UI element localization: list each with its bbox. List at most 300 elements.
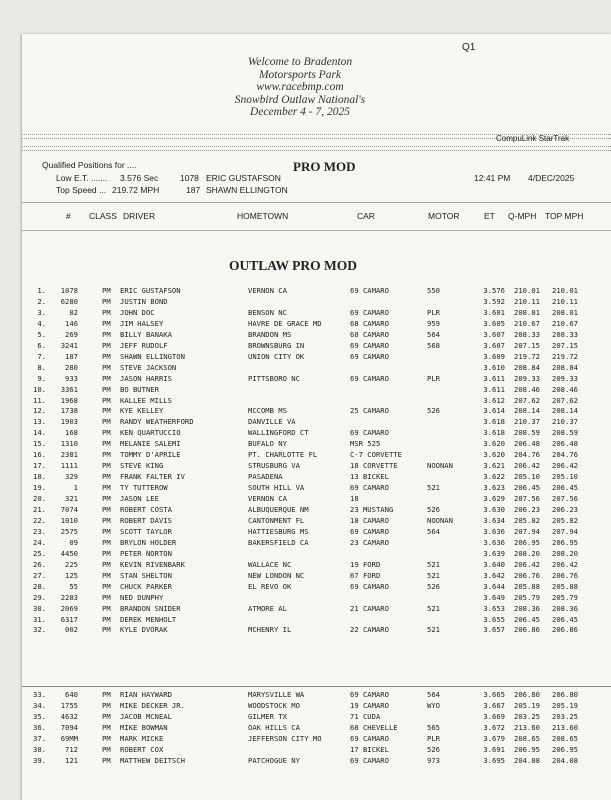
cell-position: 39. (33, 756, 46, 766)
cell-top-mph: 205.88 (552, 581, 578, 591)
event-line: Motorsports Park (258, 68, 342, 81)
cell-car-number: 69MM (60, 734, 78, 744)
cell-class: PM (102, 472, 111, 482)
cell-qualifying-mph: 219.72 (514, 351, 540, 361)
event-line: December 4 - 7, 2025 (250, 106, 350, 118)
cell-car: 69 CAMARO (350, 373, 389, 383)
cell-top-mph: 205.10 (552, 472, 578, 482)
cell-qualifying-mph: 206.23 (514, 505, 540, 514)
cell-car: 18 CORVETTE (350, 461, 398, 471)
cell-car-number: 146 (65, 318, 78, 328)
cell-qualifying-mph: 205.88 (514, 581, 540, 591)
cell-motor: 565 (427, 723, 440, 733)
cell-class: PM (102, 690, 111, 699)
cell-motor: 526 (427, 581, 440, 591)
cell-hometown: VERNON CA (248, 286, 287, 295)
cell-qualifying-mph: 206.42 (514, 461, 540, 471)
cell-position: 14. (33, 428, 46, 438)
cell-position: 29. (33, 592, 46, 602)
cell-driver: MIKE BOWMAN (120, 723, 168, 733)
cell-car-number: 933 (65, 373, 78, 383)
cell-class: PM (102, 603, 111, 613)
cell-car-number: 640 (65, 690, 78, 699)
cell-driver: MARK MICKE (120, 734, 164, 744)
cell-hometown: EL REVO OK (248, 581, 292, 591)
cell-car-number: 1078 (60, 286, 78, 295)
cell-class: PM (102, 614, 111, 624)
table-row (0, 526, 611, 537)
cell-position: 1. (37, 286, 46, 295)
cell-driver: STAN SHELTON (120, 570, 172, 580)
cell-elapsed-time: 3.621 (483, 461, 505, 471)
cell-car-number: 3241 (60, 340, 78, 350)
cell-driver: MATTHEW DEITSCH (120, 756, 185, 766)
cell-position: 28. (33, 581, 46, 591)
cell-top-mph: 208.14 (552, 406, 578, 416)
cell-class: PM (102, 592, 111, 602)
cell-elapsed-time: 3.630 (483, 505, 505, 514)
cell-top-mph: 207.56 (552, 494, 578, 504)
cell-position: 7. (37, 351, 46, 361)
cell-hometown: BRANDON MS (248, 329, 292, 339)
cell-car: 23 MUSTANG (350, 505, 394, 514)
cell-elapsed-time: 3.609 (483, 351, 505, 361)
cell-position: 4. (37, 318, 46, 328)
cell-hometown: DANVILLE VA (248, 417, 296, 427)
cell-motor: PLR (427, 373, 440, 383)
table-row (0, 570, 611, 581)
cell-driver: KEVIN RIVENBARK (120, 559, 185, 569)
cell-car: 69 CAMARO (350, 756, 389, 766)
cell-class: PM (102, 701, 111, 711)
table-row (0, 755, 611, 766)
cell-position: 11. (33, 395, 46, 405)
cell-top-mph: 210.67 (552, 318, 578, 328)
cell-top-mph: 208.36 (552, 603, 578, 613)
cell-class: PM (102, 745, 111, 755)
cell-qualifying-mph: 204.76 (514, 450, 540, 460)
cell-elapsed-time: 3.605 (483, 318, 505, 328)
cell-car-number: 002 (65, 625, 78, 635)
cell-position: 34. (33, 701, 46, 711)
cell-qualifying-mph: 210.67 (514, 318, 540, 328)
cell-position: 27. (33, 570, 46, 580)
cell-top-mph: 204.76 (552, 450, 578, 460)
table-row (0, 559, 611, 570)
table-row (0, 340, 611, 351)
cell-qualifying-mph: 210.37 (514, 417, 540, 427)
cell-elapsed-time: 3.611 (483, 373, 505, 383)
cell-class: PM (102, 340, 111, 350)
column-header-et: ET (484, 211, 495, 221)
cell-motor: 973 (427, 756, 440, 766)
cell-hometown: BAKERSFIELD CA (248, 537, 309, 547)
cell-top-mph: 206.45 (552, 614, 578, 624)
low-et-value: 3.576 Sec (120, 173, 159, 183)
cell-car-number: 1310 (60, 439, 78, 449)
table-row (0, 285, 611, 296)
cell-car: 22 CAMARO (350, 625, 389, 635)
cell-hometown: VERNON CA (248, 494, 287, 504)
cell-car-number: 3361 (60, 384, 78, 394)
timing-system-label: CompuLink StarTrak (496, 134, 570, 143)
cell-car-number: 2069 (60, 603, 78, 613)
cell-top-mph: 208.20 (552, 548, 578, 558)
cell-class: PM (102, 723, 111, 733)
table-row (0, 427, 611, 438)
cell-hometown: WALLINGFORD CT (248, 428, 309, 438)
cell-top-mph: 206.80 (552, 690, 578, 699)
cell-qualifying-mph: 203.25 (514, 712, 540, 722)
cell-position: 2. (37, 296, 46, 306)
column-header-class: CLASS (89, 211, 117, 221)
cell-car-number: 187 (65, 351, 78, 361)
column-header-qmph: Q-MPH (508, 211, 537, 221)
cell-driver: KYE KELLEY (120, 406, 164, 416)
event-header (210, 56, 390, 119)
cell-car: 19 CAMARO (350, 701, 389, 711)
table-row (0, 405, 611, 416)
cell-position: 30. (33, 603, 46, 613)
cell-car: 13 BICKEL (350, 472, 389, 482)
cell-car-number: 6280 (60, 296, 78, 306)
cell-driver: SHAWN ELLINGTON (120, 351, 185, 361)
cell-car: 69 CAMARO (350, 428, 389, 438)
cell-top-mph: 206.45 (552, 483, 578, 493)
cell-motor: 959 (427, 318, 440, 328)
cell-motor: WYO (427, 701, 440, 711)
cell-position: 15. (33, 439, 46, 449)
cell-driver: STEVE JACKSON (120, 362, 177, 372)
cell-car: 69 CAMARO (350, 734, 389, 744)
table-row (0, 373, 611, 384)
cell-qualifying-mph: 205.82 (514, 515, 540, 525)
cell-driver: KALLEE MILLS (120, 395, 172, 405)
cell-car-number: 2575 (60, 526, 78, 536)
cell-position: 17. (33, 461, 46, 471)
cell-class: PM (102, 515, 111, 525)
cell-qualifying-mph: 206.80 (514, 690, 540, 699)
section-title: OUTLAW PRO MOD (229, 258, 358, 273)
cell-driver: JEFF RUDOLF (120, 340, 168, 350)
cell-qualifying-mph: 208.46 (514, 384, 540, 394)
cell-driver: NED DUNPHY (120, 592, 164, 602)
table-row (0, 482, 611, 493)
cell-qualifying-mph: 210.01 (514, 286, 540, 295)
cell-car-number: 2381 (60, 450, 78, 460)
cell-elapsed-time: 3.636 (483, 526, 505, 536)
cell-driver: ROBERT COSTA (120, 505, 172, 514)
table-row (0, 592, 611, 603)
cell-motor: PLR (427, 734, 440, 744)
cell-car-number: 321 (65, 494, 78, 504)
cell-driver: CHUCK PARKER (120, 581, 172, 591)
cell-hometown: PITTSBORO NC (248, 373, 300, 383)
cell-class: PM (102, 581, 111, 591)
cell-driver: ROBERT DAVIS (120, 515, 172, 525)
cell-qualifying-mph: 207.62 (514, 395, 540, 405)
cell-position: 38. (33, 745, 46, 755)
cell-qualifying-mph: 205.10 (514, 472, 540, 482)
cell-motor: 521 (427, 483, 440, 493)
cell-driver: JIM HALSEY (120, 318, 164, 328)
cell-motor: 526 (427, 406, 440, 416)
cell-hometown: BROWNSBURG IN (248, 340, 305, 350)
cell-position: 5. (37, 329, 46, 339)
cell-elapsed-time: 3.607 (483, 340, 505, 350)
cell-class: PM (102, 362, 111, 372)
top-speed-car: 187 (186, 185, 201, 195)
cell-position: 22. (33, 515, 46, 525)
cell-class: PM (102, 450, 111, 460)
cell-car: 23 CAMARO (350, 537, 389, 547)
cell-qualifying-mph: 207.15 (514, 340, 540, 350)
cell-driver: JOHN DOC (120, 307, 155, 317)
top-speed-label: Top Speed ... (56, 185, 107, 195)
cell-car: 18 CAMARO (350, 515, 389, 525)
cell-elapsed-time: 3.592 (483, 296, 505, 306)
cell-car-number: 7074 (60, 505, 78, 514)
cell-car: 21 CAMARO (350, 603, 389, 613)
cell-class: PM (102, 307, 111, 317)
table-row (0, 307, 611, 318)
cell-car-number: 1 (73, 483, 78, 493)
cell-car: 69 CAMARO (350, 690, 389, 699)
cell-hometown: HATTIESBURG MS (248, 526, 309, 536)
cell-elapsed-time: 3.667 (483, 701, 505, 711)
cell-elapsed-time: 3.623 (483, 483, 505, 493)
low-et-label: Low E.T. ....... (56, 173, 108, 183)
cell-hometown: WOODSTOCK MO (248, 701, 300, 711)
cell-hometown: JEFFERSON CITY MO (248, 734, 322, 744)
cell-driver: JASON LEE (120, 494, 159, 504)
cell-car: 67 FORD (350, 570, 381, 580)
cell-position: 35. (33, 712, 46, 722)
cell-qualifying-mph: 205.19 (514, 701, 540, 711)
cell-position: 31. (33, 614, 46, 624)
event-line: Welcome to Bradenton (247, 56, 353, 68)
table-row (0, 318, 611, 329)
cell-class: PM (102, 559, 111, 569)
cell-car-number: 280 (65, 362, 78, 372)
cell-hometown: SOUTH HILL VA (248, 483, 305, 493)
column-header-num: # (66, 211, 71, 221)
cell-elapsed-time: 3.636 (483, 537, 505, 547)
cell-top-mph: 206.95 (552, 537, 578, 547)
table-row (0, 395, 611, 406)
table-row (0, 581, 611, 592)
cell-car: 18 (350, 494, 359, 504)
cell-position: 26. (33, 559, 46, 569)
cell-top-mph: 208.46 (552, 384, 578, 394)
cell-motor: 564 (427, 690, 440, 699)
cell-driver: FRANK FALTER IV (120, 472, 185, 482)
cell-elapsed-time: 3.620 (483, 450, 505, 460)
cell-elapsed-time: 3.614 (483, 406, 505, 416)
cell-elapsed-time: 3.639 (483, 548, 505, 558)
cell-top-mph: 204.08 (552, 756, 578, 766)
cell-top-mph: 210.01 (552, 286, 578, 295)
cell-car: 69 CAMARO (350, 581, 389, 591)
table-row (0, 460, 611, 471)
cell-hometown: UNION CITY OK (248, 351, 305, 361)
cell-car-number: 7094 (60, 723, 78, 733)
cell-position: 19. (33, 483, 46, 493)
cell-top-mph: 206.42 (552, 461, 578, 471)
cell-motor: 564 (427, 329, 440, 339)
cell-qualifying-mph: 207.56 (514, 494, 540, 504)
cell-motor: 526 (427, 745, 440, 755)
cell-qualifying-mph: 208.59 (514, 428, 540, 438)
table-row (0, 504, 611, 515)
cell-driver: MIKE DECKER JR. (120, 701, 185, 711)
cell-car-number: 269 (65, 329, 78, 339)
cell-driver: KEN QUARTUCCIO (120, 428, 181, 438)
cell-driver: BRYLON HOLDER (120, 537, 177, 547)
cell-car: 69 CAMARO (350, 307, 389, 317)
cell-top-mph: 206.48 (552, 439, 578, 449)
cell-top-mph: 210.11 (552, 296, 578, 306)
column-header-motor: MOTOR (428, 211, 460, 221)
cell-qualifying-mph: 208.01 (514, 307, 540, 317)
cell-top-mph: 208.33 (552, 329, 578, 339)
cell-motor: NOONAN (427, 461, 453, 471)
cell-hometown: MCCOMB MS (248, 406, 287, 416)
cell-class: PM (102, 625, 111, 635)
cell-car-number: 712 (65, 745, 78, 755)
cell-elapsed-time: 3.629 (483, 494, 505, 504)
cell-driver: BRANDON SNIDER (120, 603, 181, 613)
cell-driver: TY TUTTEROW (120, 483, 168, 493)
cell-hometown: OAK HILLS CA (248, 723, 300, 733)
cell-top-mph: 206.23 (552, 505, 578, 514)
cell-driver: MELANIE SALEMI (120, 439, 181, 449)
cell-hometown: MARYSVILLE WA (248, 690, 305, 699)
cell-car-number: 1755 (60, 701, 78, 711)
cell-qualifying-mph: 208.84 (514, 362, 540, 372)
cell-elapsed-time: 3.620 (483, 439, 505, 449)
table-row (0, 296, 611, 307)
cell-qualifying-mph: 206.86 (514, 625, 540, 635)
cell-class: PM (102, 439, 111, 449)
divider-stripe (22, 146, 611, 151)
cell-position: 32. (33, 625, 46, 635)
cell-driver: TOMMY D'APRILE (120, 450, 181, 460)
cell-class: PM (102, 526, 111, 536)
cell-driver: DEREK MENHOLT (120, 614, 177, 624)
table-row (0, 744, 611, 755)
cell-class: PM (102, 286, 111, 295)
cell-car-number: 6317 (60, 614, 78, 624)
cell-car-number: 225 (65, 559, 78, 569)
cell-car-number: 125 (65, 570, 78, 580)
cell-car: 19 FORD (350, 559, 381, 569)
table-row (0, 471, 611, 482)
cell-elapsed-time: 3.601 (483, 307, 505, 317)
cell-class: PM (102, 417, 111, 427)
cell-top-mph: 206.42 (552, 559, 578, 569)
cell-qualifying-mph: 204.08 (514, 756, 540, 766)
cell-elapsed-time: 3.653 (483, 603, 505, 613)
cell-qualifying-mph: 206.42 (514, 559, 540, 569)
cell-motor: 526 (427, 505, 440, 514)
cell-class: PM (102, 384, 111, 394)
table-row (0, 449, 611, 460)
low-et-car: 1078 (180, 173, 199, 183)
cell-top-mph: 205.19 (552, 701, 578, 711)
table-row (0, 416, 611, 427)
column-header-driver: DRIVER (123, 211, 156, 221)
cell-qualifying-mph: 207.94 (514, 526, 540, 536)
cell-top-mph: 203.25 (552, 712, 578, 722)
cell-hometown: BENSON NC (248, 307, 287, 317)
cell-top-mph: 213.60 (552, 723, 578, 733)
cell-motor: 521 (427, 570, 440, 580)
cell-car-number: 1903 (60, 417, 78, 427)
table-row (0, 722, 611, 733)
cell-hometown: ATMORE AL (248, 603, 287, 613)
cell-position: 10. (33, 384, 46, 394)
cell-elapsed-time: 3.622 (483, 472, 505, 482)
cell-class: PM (102, 318, 111, 328)
cell-top-mph: 209.33 (552, 373, 578, 383)
cell-car-number: 4450 (60, 548, 78, 558)
cell-elapsed-time: 3.642 (483, 570, 505, 580)
cell-class: PM (102, 296, 111, 306)
cell-car: 68 CHEVELLE (350, 723, 398, 733)
cell-position: 33. (33, 690, 46, 699)
cell-car: 69 CAMARO (350, 340, 389, 350)
cell-hometown: BUFALO NY (248, 439, 287, 449)
cell-car-number: 55 (69, 581, 78, 591)
cell-elapsed-time: 3.618 (483, 417, 505, 427)
cell-driver: ROBERT COX (120, 745, 164, 755)
cell-car: 68 CAMARO (350, 329, 389, 339)
cell-top-mph: 205.82 (552, 515, 578, 525)
cell-car: C-7 CORVETTE (350, 450, 402, 460)
cell-hometown: HAVRE DE GRACE MD (248, 318, 322, 328)
top-speed-driver: SHAWN ELLINGTON (206, 185, 288, 195)
cell-car-number: 1111 (60, 461, 78, 471)
cell-motor: 521 (427, 625, 440, 635)
cell-driver: STEVE KING (120, 461, 164, 471)
cell-car-number: 1738 (60, 406, 78, 416)
cell-position: 3. (37, 307, 46, 317)
cell-position: 18. (33, 472, 46, 482)
cell-qualifying-mph: 209.33 (514, 373, 540, 383)
cell-top-mph: 208.01 (552, 307, 578, 317)
cell-position: 9. (37, 373, 46, 383)
table-row (0, 493, 611, 504)
cell-car: 25 CAMARO (350, 406, 389, 416)
cell-class: PM (102, 570, 111, 580)
cell-hometown: GILMER TX (248, 712, 287, 722)
cell-top-mph: 208.84 (552, 362, 578, 372)
cell-elapsed-time: 3.695 (483, 756, 505, 766)
cell-class: PM (102, 537, 111, 547)
table-row (0, 689, 611, 700)
cell-position: 23. (33, 526, 46, 536)
cell-qualifying-mph: 210.11 (514, 296, 540, 306)
cell-position: 16. (33, 450, 46, 460)
column-header-topmph: TOP MPH (545, 211, 584, 221)
cell-class: PM (102, 329, 111, 339)
cell-motor: 521 (427, 559, 440, 569)
cell-qualifying-mph: 206.95 (514, 537, 540, 547)
cell-driver: JUSTIN BOND (120, 296, 168, 306)
cell-elapsed-time: 3.576 (483, 286, 505, 295)
cell-car: 68 CAMARO (350, 318, 389, 328)
